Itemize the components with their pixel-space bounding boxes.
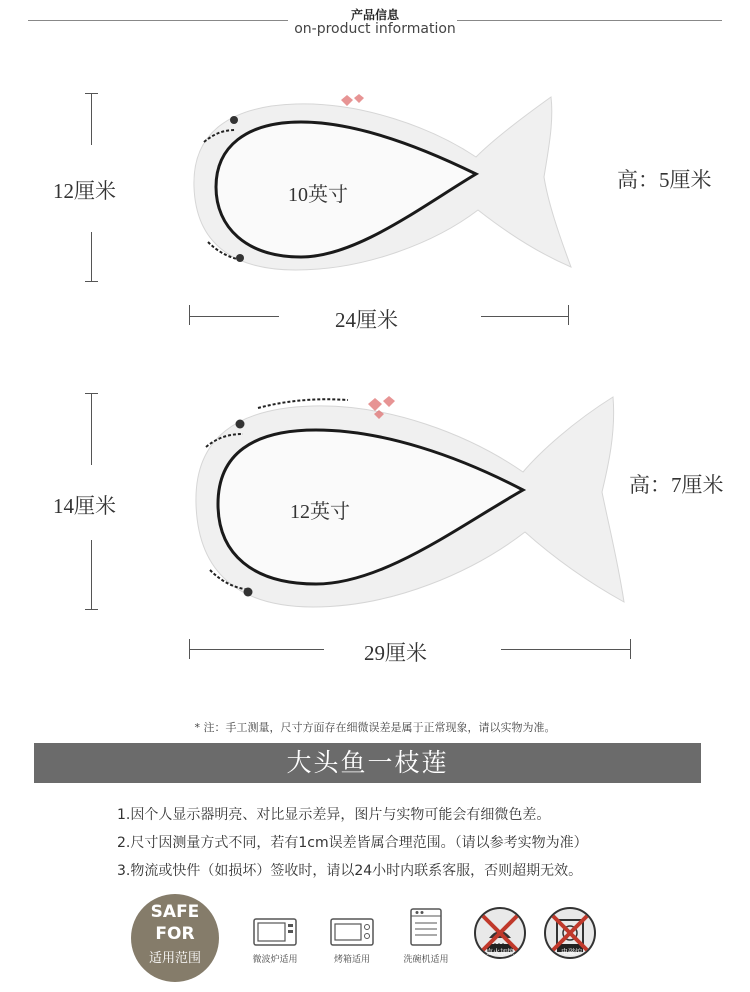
height-dim-cap-2b	[85, 609, 98, 610]
appliance-label-dishwasher: 洗碗机适用	[403, 955, 449, 965]
microwave-icon	[253, 918, 297, 946]
height-dim-line-2a	[91, 393, 92, 465]
product-name-banner: 大头鱼一枝莲	[34, 743, 701, 783]
tip-1: 1.因个人显示器明亮、对比显示差异，图片与实物可能会有细微色差。	[117, 807, 551, 823]
header-subtitle: on-product information	[294, 21, 456, 37]
safe-badge-line-2: FOR	[155, 924, 195, 944]
product-2-width: 29厘米	[364, 641, 427, 665]
height-dim-line-1b	[91, 232, 92, 282]
height-dim-cap-1a	[85, 93, 98, 94]
measurement-note: * 注：手工测量，尺寸方面存在细微误差是属于正常现象，请以实物为准。	[194, 721, 556, 734]
width-dim-line-1b	[481, 316, 569, 317]
width-dim-line-1a	[189, 316, 279, 317]
height-dim-cap-1b	[85, 281, 98, 282]
tip-2: 2.尺寸因测量方式不同，若有1cm误差皆属合理范围。（请以参考实物为准）	[117, 835, 588, 851]
appliance-label-oven: 烤箱适用	[333, 955, 370, 965]
height-dim-line-1a	[91, 93, 92, 145]
product-1-height: 12厘米	[53, 179, 116, 203]
width-dim-cap-2b	[630, 639, 631, 659]
width-dim-line-2b	[501, 649, 631, 650]
product-1-width: 24厘米	[335, 308, 398, 332]
height-dim-cap-2a	[85, 393, 98, 394]
appliance-label-microwave: 微波炉适用	[252, 955, 298, 965]
product-1-size: 10英寸	[288, 184, 348, 206]
product-2-size: 12英寸	[290, 501, 350, 523]
safe-badge-line-3: 适用范围	[148, 951, 201, 966]
product-2-height: 14厘米	[53, 494, 116, 518]
fish-bowl-image-2	[188, 392, 628, 614]
fish-bowl-image-1	[186, 92, 576, 277]
safe-for-badge	[131, 894, 219, 982]
product-2-depth: 高：7厘米	[629, 473, 724, 497]
safe-badge-line-1: SAFE	[150, 902, 200, 922]
appliance-label-open-flame: 直火加热	[486, 948, 514, 956]
header-title: 产品信息	[350, 8, 399, 22]
width-dim-line-2a	[189, 649, 324, 650]
width-dim-cap-1b	[568, 305, 569, 325]
height-dim-line-2b	[91, 540, 92, 610]
dishwasher-icon	[410, 908, 442, 946]
appliance-label-induction: 电磁炉	[561, 948, 582, 956]
product-1-depth: 高：5厘米	[617, 168, 712, 192]
oven-icon	[330, 918, 374, 946]
width-dim-cap-1a	[189, 305, 190, 325]
tip-3: 3.物流或快件（如损坏）签收时，请以24小时内联系客服，否则超期无效。	[117, 863, 583, 879]
